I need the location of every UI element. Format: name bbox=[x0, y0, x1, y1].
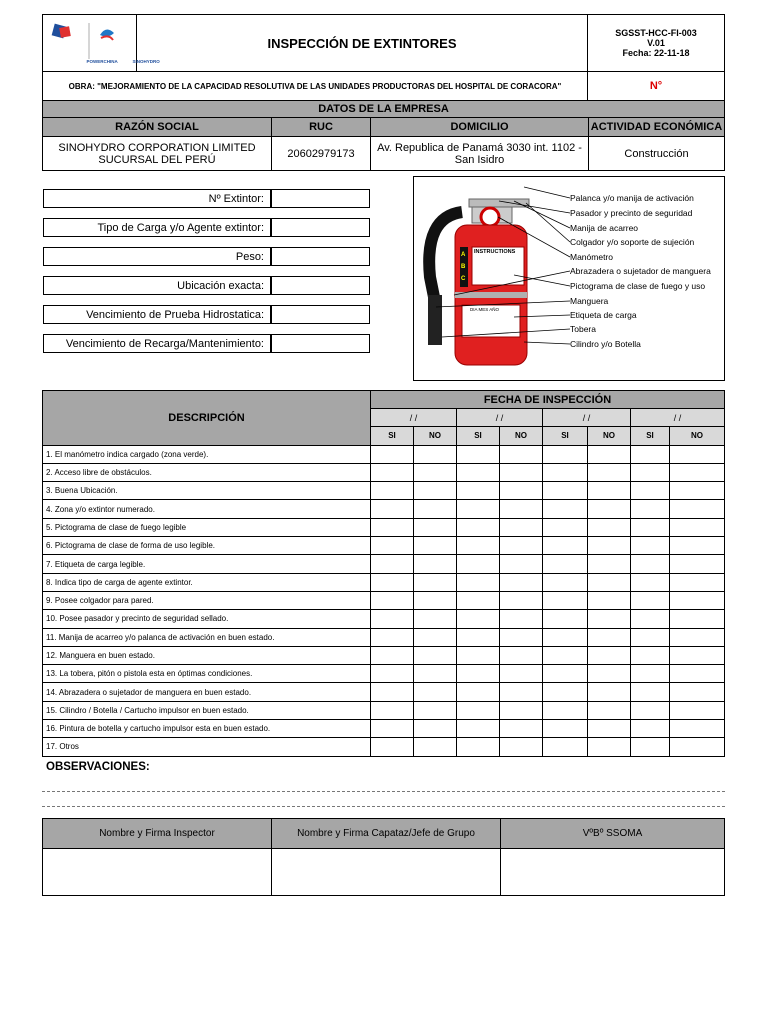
field-input-peso[interactable] bbox=[271, 247, 370, 266]
checklist-row bbox=[43, 738, 725, 756]
si-checkbox-cell[interactable] bbox=[457, 518, 500, 536]
checklist-row bbox=[43, 518, 725, 536]
checklist-row bbox=[43, 573, 725, 591]
no-checkbox-cell[interactable] bbox=[500, 591, 543, 609]
checklist-row bbox=[43, 482, 725, 500]
field-input-prueba-hidrostatica[interactable] bbox=[271, 305, 370, 324]
no-checkbox-cell[interactable] bbox=[414, 445, 457, 463]
si-checkbox-cell[interactable] bbox=[543, 555, 588, 573]
inspection-date-3[interactable]: / / bbox=[543, 409, 631, 427]
checklist-row bbox=[43, 610, 725, 628]
si-checkbox-cell[interactable] bbox=[457, 537, 500, 555]
checklist-row bbox=[43, 628, 725, 646]
si-checkbox-cell[interactable] bbox=[543, 738, 588, 756]
no-checkbox-cell[interactable] bbox=[588, 591, 631, 609]
company-header-domicilio: DOMICILIO bbox=[371, 118, 589, 137]
no-checkbox-cell[interactable] bbox=[670, 738, 725, 756]
diagram-label-cilindro: Cilindro y/o Botella bbox=[570, 339, 641, 349]
si-checkbox-cell[interactable] bbox=[631, 738, 670, 756]
checklist-item-label: 10. Posee pasador y precinto de seguridad sellado. bbox=[43, 610, 371, 628]
si-checkbox-cell[interactable] bbox=[371, 628, 414, 646]
checklist-description-header: DESCRIPCIÓN bbox=[43, 391, 371, 446]
no-checkbox-cell[interactable] bbox=[588, 518, 631, 536]
si-checkbox-cell[interactable] bbox=[543, 518, 588, 536]
si-checkbox-cell[interactable] bbox=[631, 555, 670, 573]
page-title: INSPECCIÓN DE EXTINTORES bbox=[137, 15, 588, 72]
no-checkbox-cell[interactable] bbox=[500, 463, 543, 481]
no-checkbox-cell[interactable] bbox=[414, 555, 457, 573]
checklist-item-label: 17. Otros bbox=[43, 738, 371, 756]
company-header-razon: RAZÓN SOCIAL bbox=[43, 118, 272, 137]
checklist-row bbox=[43, 701, 725, 719]
no-checkbox-cell[interactable] bbox=[588, 701, 631, 719]
si-checkbox-cell[interactable] bbox=[457, 701, 500, 719]
si-checkbox-cell[interactable] bbox=[631, 463, 670, 481]
no-checkbox-cell[interactable] bbox=[500, 555, 543, 573]
extinguisher-abc-text: A B C bbox=[461, 252, 466, 282]
si-checkbox-cell[interactable] bbox=[543, 573, 588, 591]
si-checkbox-cell[interactable] bbox=[371, 738, 414, 756]
si-checkbox-cell[interactable] bbox=[457, 646, 500, 664]
signature-box-inspector[interactable] bbox=[43, 849, 272, 896]
si-checkbox-cell[interactable] bbox=[457, 591, 500, 609]
diagram-label-colgador: Colgador y/o soporte de sujeción bbox=[570, 237, 695, 247]
no-checkbox-cell[interactable] bbox=[588, 628, 631, 646]
diagram-label-pasador: Pasador y precinto de seguridad bbox=[570, 208, 693, 218]
obra-title: OBRA: "MEJORAMIENTO DE LA CAPACIDAD RESOLUTIVA DE LAS UNIDADES PRODUCTORAS DEL HOSPITAL DE CORACORA" bbox=[43, 72, 588, 101]
signature-box-capataz[interactable] bbox=[272, 849, 501, 896]
no-checkbox-cell[interactable] bbox=[500, 573, 543, 591]
no-checkbox-cell[interactable] bbox=[500, 701, 543, 719]
field-label-extintor: Nº Extintor: bbox=[43, 189, 271, 208]
si-checkbox-cell[interactable] bbox=[457, 683, 500, 701]
logo-text-powerchina: POWERCHINA bbox=[86, 58, 118, 64]
si-checkbox-cell[interactable] bbox=[371, 518, 414, 536]
si-checkbox-cell[interactable] bbox=[457, 610, 500, 628]
no-checkbox-cell[interactable] bbox=[588, 537, 631, 555]
no-checkbox-cell[interactable] bbox=[588, 738, 631, 756]
checklist-row bbox=[43, 500, 725, 518]
field-label-ubicacion: Ubicación exacta: bbox=[43, 276, 271, 295]
si-checkbox-cell[interactable] bbox=[371, 701, 414, 719]
si-checkbox-cell[interactable] bbox=[371, 573, 414, 591]
no-checkbox-cell[interactable] bbox=[670, 445, 725, 463]
si-checkbox-cell[interactable] bbox=[631, 591, 670, 609]
si-checkbox-cell[interactable] bbox=[457, 665, 500, 683]
checklist-item-label: 14. Abrazadera o sujetador de manguera en buen estado. bbox=[43, 683, 371, 701]
si-checkbox-cell[interactable] bbox=[543, 610, 588, 628]
checklist-row bbox=[43, 683, 725, 701]
no-header: NO bbox=[500, 427, 543, 445]
checklist-item-label: 8. Indica tipo de carga de agente extintor. bbox=[43, 573, 371, 591]
si-header: SI bbox=[457, 427, 500, 445]
company-domicilio: Av. Republica de Panamá 3030 int. 1102 - San Isidro bbox=[371, 137, 589, 171]
si-checkbox-cell[interactable] bbox=[371, 445, 414, 463]
checklist-item-label: 1. El manómetro indica cargado (zona verde). bbox=[43, 445, 371, 463]
no-checkbox-cell[interactable] bbox=[588, 463, 631, 481]
no-checkbox-cell[interactable] bbox=[588, 445, 631, 463]
document-version: V.01 bbox=[647, 38, 665, 48]
si-checkbox-cell[interactable] bbox=[631, 683, 670, 701]
si-header: SI bbox=[543, 427, 588, 445]
document-code: SGSST-HCC-FI-003 bbox=[615, 28, 697, 38]
no-checkbox-cell[interactable] bbox=[414, 701, 457, 719]
si-checkbox-cell[interactable] bbox=[631, 573, 670, 591]
checklist-row bbox=[43, 665, 725, 683]
diagram-label-tobera: Tobera bbox=[570, 324, 596, 334]
no-checkbox-cell[interactable] bbox=[414, 646, 457, 664]
no-checkbox-cell[interactable] bbox=[414, 665, 457, 683]
si-checkbox-cell[interactable] bbox=[631, 665, 670, 683]
no-checkbox-cell[interactable] bbox=[500, 445, 543, 463]
no-header: NO bbox=[414, 427, 457, 445]
company-ruc: 20602979173 bbox=[272, 137, 371, 171]
company-section-title: DATOS DE LA EMPRESA bbox=[43, 101, 725, 118]
no-checkbox-cell[interactable] bbox=[588, 555, 631, 573]
si-checkbox-cell[interactable] bbox=[631, 482, 670, 500]
no-checkbox-cell[interactable] bbox=[500, 665, 543, 683]
no-checkbox-cell[interactable] bbox=[500, 738, 543, 756]
diagram-label-abrazadera: Abrazadera o sujetador de manguera bbox=[570, 266, 711, 276]
si-checkbox-cell[interactable] bbox=[631, 701, 670, 719]
checklist-item-label: 5. Pictograma de clase de fuego legible bbox=[43, 518, 371, 536]
checklist-row bbox=[43, 720, 725, 738]
si-checkbox-cell[interactable] bbox=[631, 518, 670, 536]
company-razon-social: SINOHYDRO CORPORATION LIMITED SUCURSAL DEL PERÚ bbox=[43, 137, 272, 171]
si-checkbox-cell[interactable] bbox=[457, 463, 500, 481]
signature-header-capataz: Nombre y Firma Capataz/Jefe de Grupo bbox=[272, 819, 501, 849]
no-checkbox-cell[interactable] bbox=[500, 683, 543, 701]
si-header: SI bbox=[631, 427, 670, 445]
no-checkbox-cell[interactable] bbox=[414, 482, 457, 500]
checklist-item-label: 11. Manija de acarreo y/o palanca de activación en buen estado. bbox=[43, 628, 371, 646]
si-checkbox-cell[interactable] bbox=[631, 500, 670, 518]
field-label-recarga: Vencimiento de Recarga/Mantenimiento: bbox=[43, 334, 271, 353]
si-checkbox-cell[interactable] bbox=[371, 665, 414, 683]
no-checkbox-cell[interactable] bbox=[500, 646, 543, 664]
signature-box-ssoma[interactable] bbox=[501, 849, 725, 896]
si-checkbox-cell[interactable] bbox=[543, 701, 588, 719]
no-checkbox-cell[interactable] bbox=[414, 500, 457, 518]
no-header: NO bbox=[670, 427, 725, 445]
checklist-item-label: 9. Posee colgador para pared. bbox=[43, 591, 371, 609]
no-checkbox-cell[interactable] bbox=[670, 463, 725, 481]
no-checkbox-cell[interactable] bbox=[670, 610, 725, 628]
field-label-peso: Peso: bbox=[43, 247, 271, 266]
field-input-tipo-carga[interactable] bbox=[271, 218, 370, 237]
si-checkbox-cell[interactable] bbox=[371, 500, 414, 518]
checklist-row bbox=[43, 646, 725, 664]
field-input-ubicacion[interactable] bbox=[271, 276, 370, 295]
si-checkbox-cell[interactable] bbox=[457, 445, 500, 463]
document-header bbox=[42, 14, 725, 101]
no-checkbox-cell[interactable] bbox=[588, 665, 631, 683]
no-checkbox-cell[interactable] bbox=[670, 720, 725, 738]
si-checkbox-cell[interactable] bbox=[457, 555, 500, 573]
no-checkbox-cell[interactable] bbox=[414, 573, 457, 591]
no-checkbox-cell[interactable] bbox=[670, 537, 725, 555]
extinguisher-instructions-text: INSTRUCTIONS bbox=[474, 249, 516, 255]
logo-cell bbox=[43, 15, 160, 72]
no-checkbox-cell[interactable] bbox=[500, 628, 543, 646]
diagram-label-manguera: Manguera bbox=[570, 296, 609, 306]
si-checkbox-cell[interactable] bbox=[631, 537, 670, 555]
no-checkbox-cell[interactable] bbox=[670, 701, 725, 719]
field-label-prueba-hidrostatica: Vencimiento de Prueba Hidrostatica: bbox=[43, 305, 271, 324]
no-checkbox-cell[interactable] bbox=[670, 518, 725, 536]
signature-header-inspector: Nombre y Firma Inspector bbox=[43, 819, 272, 849]
no-checkbox-cell[interactable] bbox=[588, 646, 631, 664]
no-checkbox-cell[interactable] bbox=[670, 628, 725, 646]
no-checkbox-cell[interactable] bbox=[500, 720, 543, 738]
no-checkbox-cell[interactable] bbox=[670, 683, 725, 701]
checklist-item-label: 13. La tobera, pitón o pistola esta en óptimas condiciones. bbox=[43, 665, 371, 683]
no-checkbox-cell[interactable] bbox=[588, 720, 631, 738]
no-checkbox-cell[interactable] bbox=[588, 482, 631, 500]
diagram-label-manija: Manija de acarreo bbox=[570, 223, 639, 233]
si-header: SI bbox=[371, 427, 414, 445]
no-checkbox-cell[interactable] bbox=[414, 537, 457, 555]
checklist-item-label: 15. Cilindro / Botella / Cartucho impulsor en buen estado. bbox=[43, 701, 371, 719]
si-checkbox-cell[interactable] bbox=[457, 500, 500, 518]
no-checkbox-cell[interactable] bbox=[588, 500, 631, 518]
si-checkbox-cell[interactable] bbox=[371, 683, 414, 701]
signature-header-ssoma: VºBº SSOMA bbox=[501, 819, 725, 849]
extinguisher-diagram bbox=[413, 176, 725, 381]
checklist-row bbox=[43, 463, 725, 481]
no-checkbox-cell[interactable] bbox=[670, 555, 725, 573]
no-checkbox-cell[interactable] bbox=[414, 683, 457, 701]
checklist-row bbox=[43, 537, 725, 555]
si-checkbox-cell[interactable] bbox=[371, 482, 414, 500]
checklist-item-label: 3. Buena Ubicación. bbox=[43, 482, 371, 500]
company-header-ruc: RUC bbox=[272, 118, 371, 137]
si-checkbox-cell[interactable] bbox=[631, 445, 670, 463]
checklist-item-label: 7. Etiqueta de carga legible. bbox=[43, 555, 371, 573]
si-checkbox-cell[interactable] bbox=[457, 628, 500, 646]
si-checkbox-cell[interactable] bbox=[543, 720, 588, 738]
checklist-item-label: 16. Pintura de botella y cartucho impulsor esta en buen estado. bbox=[43, 720, 371, 738]
checklist-item-label: 4. Zona y/o extintor numerado. bbox=[43, 500, 371, 518]
inspection-date-2[interactable]: / / bbox=[457, 409, 543, 427]
diagram-label-manometro: Manómetro bbox=[570, 252, 613, 262]
no-checkbox-cell[interactable] bbox=[414, 738, 457, 756]
company-actividad: Construcción bbox=[589, 137, 725, 171]
company-logo-icon bbox=[45, 21, 135, 61]
si-checkbox-cell[interactable] bbox=[371, 720, 414, 738]
document-code-cell bbox=[588, 15, 725, 72]
field-input-recarga[interactable] bbox=[271, 334, 370, 353]
si-checkbox-cell[interactable] bbox=[457, 738, 500, 756]
si-checkbox-cell[interactable] bbox=[543, 665, 588, 683]
si-checkbox-cell[interactable] bbox=[371, 555, 414, 573]
company-header-actividad: ACTIVIDAD ECONÓMICA bbox=[589, 118, 725, 137]
si-checkbox-cell[interactable] bbox=[371, 646, 414, 664]
si-checkbox-cell[interactable] bbox=[371, 591, 414, 609]
si-checkbox-cell[interactable] bbox=[631, 628, 670, 646]
checklist-item-label: 12. Manguera en buen estado. bbox=[43, 646, 371, 664]
no-checkbox-cell[interactable] bbox=[414, 518, 457, 536]
no-header: NO bbox=[588, 427, 631, 445]
no-checkbox-cell[interactable] bbox=[414, 720, 457, 738]
checklist-item-label: 6. Pictograma de clase de forma de uso legible. bbox=[43, 537, 371, 555]
si-checkbox-cell[interactable] bbox=[543, 591, 588, 609]
company-data-table bbox=[42, 100, 725, 171]
si-checkbox-cell[interactable] bbox=[631, 610, 670, 628]
diagram-label-pictograma: Pictograma de clase de fuego y uso bbox=[570, 281, 706, 291]
extinguisher-tag-text: DIA MES AÑO bbox=[470, 307, 500, 312]
no-checkbox-cell[interactable] bbox=[670, 573, 725, 591]
checklist-row bbox=[43, 445, 725, 463]
no-checkbox-cell[interactable] bbox=[414, 591, 457, 609]
no-checkbox-cell[interactable] bbox=[670, 500, 725, 518]
si-checkbox-cell[interactable] bbox=[371, 463, 414, 481]
si-checkbox-cell[interactable] bbox=[543, 537, 588, 555]
checklist-item-label: 2. Acceso libre de obstáculos. bbox=[43, 463, 371, 481]
si-checkbox-cell[interactable] bbox=[543, 445, 588, 463]
observations-line-1[interactable] bbox=[42, 791, 725, 792]
checklist-row bbox=[43, 555, 725, 573]
si-checkbox-cell[interactable] bbox=[371, 537, 414, 555]
no-checkbox-cell[interactable] bbox=[588, 573, 631, 591]
no-checkbox-cell[interactable] bbox=[670, 646, 725, 664]
si-checkbox-cell[interactable] bbox=[371, 610, 414, 628]
si-checkbox-cell[interactable] bbox=[457, 720, 500, 738]
si-checkbox-cell[interactable] bbox=[543, 463, 588, 481]
field-input-extintor[interactable] bbox=[271, 189, 370, 208]
observations-line-2[interactable] bbox=[42, 806, 725, 807]
inspection-date-1[interactable]: / / bbox=[371, 409, 457, 427]
field-label-tipo-carga: Tipo de Carga y/o Agente extintor: bbox=[43, 218, 271, 237]
no-checkbox-cell[interactable] bbox=[414, 628, 457, 646]
no-checkbox-cell[interactable] bbox=[588, 610, 631, 628]
document-date: Fecha: 22-11-18 bbox=[622, 48, 690, 58]
no-checkbox-cell[interactable] bbox=[500, 537, 543, 555]
si-checkbox-cell[interactable] bbox=[543, 482, 588, 500]
no-checkbox-cell[interactable] bbox=[670, 665, 725, 683]
no-checkbox-cell[interactable] bbox=[500, 610, 543, 628]
si-checkbox-cell[interactable] bbox=[543, 683, 588, 701]
no-checkbox-cell[interactable] bbox=[414, 463, 457, 481]
inspection-date-4[interactable]: / / bbox=[631, 409, 725, 427]
form-number-label: N° bbox=[588, 72, 725, 101]
si-checkbox-cell[interactable] bbox=[631, 646, 670, 664]
si-checkbox-cell[interactable] bbox=[457, 482, 500, 500]
no-checkbox-cell[interactable] bbox=[500, 518, 543, 536]
no-checkbox-cell[interactable] bbox=[500, 500, 543, 518]
no-checkbox-cell[interactable] bbox=[588, 683, 631, 701]
no-checkbox-cell[interactable] bbox=[500, 482, 543, 500]
no-checkbox-cell[interactable] bbox=[414, 610, 457, 628]
si-checkbox-cell[interactable] bbox=[631, 720, 670, 738]
si-checkbox-cell[interactable] bbox=[543, 500, 588, 518]
checklist-date-header: FECHA DE INSPECCIÓN bbox=[371, 391, 725, 409]
logo-text-sinohydro: SINOHYDRO bbox=[132, 58, 160, 64]
diagram-label-palanca: Palanca y/o manija de activación bbox=[570, 193, 694, 203]
inspection-checklist-table bbox=[42, 390, 725, 757]
si-checkbox-cell[interactable] bbox=[457, 573, 500, 591]
si-checkbox-cell[interactable] bbox=[543, 628, 588, 646]
signatures-table bbox=[42, 818, 725, 896]
observations-label: OBSERVACIONES: bbox=[46, 761, 150, 773]
diagram-label-etiqueta: Etiqueta de carga bbox=[570, 310, 637, 320]
no-checkbox-cell[interactable] bbox=[670, 591, 725, 609]
no-checkbox-cell[interactable] bbox=[670, 482, 725, 500]
checklist-row bbox=[43, 591, 725, 609]
si-checkbox-cell[interactable] bbox=[543, 646, 588, 664]
